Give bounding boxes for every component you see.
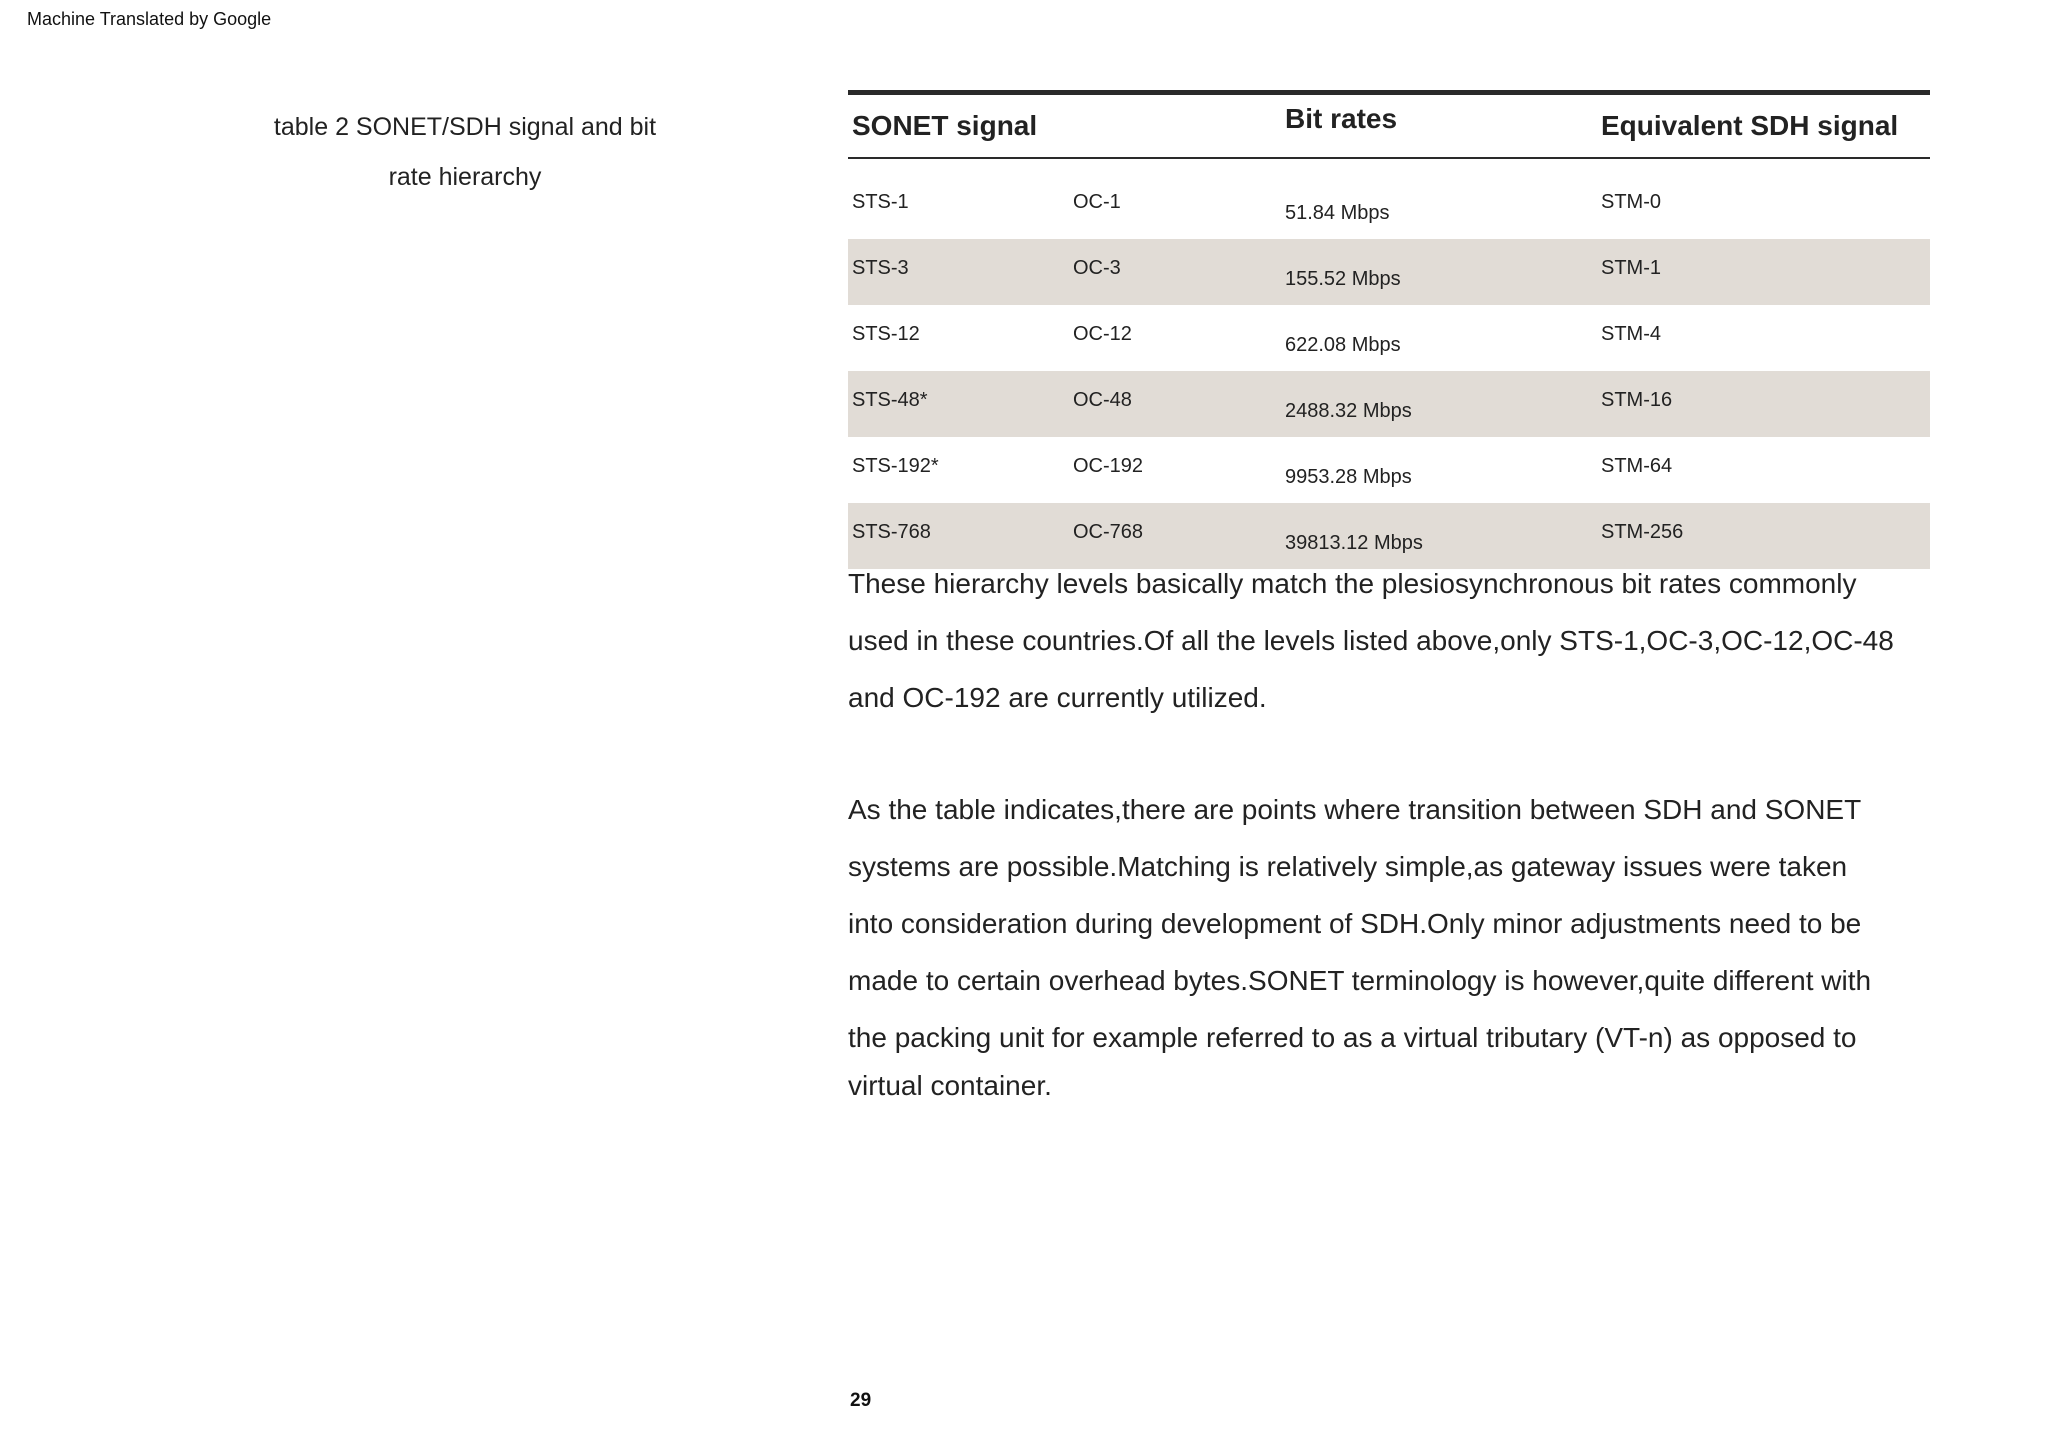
table-row (848, 239, 1930, 305)
cell-oc: OC-192 (1073, 454, 1144, 477)
cell-sts: STS-48* (848, 371, 1069, 437)
paragraph-line: and OC-192 are currently utilized. (848, 682, 1267, 713)
table-row (848, 503, 1930, 569)
paragraph-line: the packing unit for example referred to as a virtual tributary (VT-n) as opposed to (848, 1022, 1857, 1053)
page-number: 29 (850, 1390, 872, 1411)
cell-sts: STS-192* (852, 454, 939, 477)
cell-sts: STS-3 (848, 239, 1069, 305)
cell-stm: STM-4 (1601, 322, 1661, 345)
cell-bit-rate: 51.84 Mbps (1285, 201, 1390, 224)
cell-oc: OC-768 (1069, 503, 1281, 569)
table-caption (240, 102, 690, 202)
table-row (848, 173, 1930, 239)
body-paragraph (848, 568, 1968, 739)
table-header-row (848, 93, 1930, 159)
cell-sts: STS-768 (848, 503, 1069, 569)
cell-stm: STM-64 (1601, 454, 1673, 477)
translation-banner: Machine Translated by Google (27, 9, 272, 29)
cell-bit-rate: 39813.12 Mbps (1281, 503, 1597, 569)
cell-bit-rate: 622.08 Mbps (1285, 333, 1401, 356)
header-sdh-signal: Equivalent SDH signal (1597, 93, 1930, 159)
cell-oc: OC-48 (1069, 371, 1281, 437)
cell-bit-rate: 155.52 Mbps (1281, 239, 1597, 305)
cell-oc: OC-12 (1073, 322, 1132, 345)
paragraph-line: virtual container. (848, 1070, 1052, 1101)
paragraph-line: systems are possible.Matching is relatively simple,as gateway issues were taken (848, 851, 1848, 882)
header-sonet-signal: SONET signal (848, 93, 1281, 159)
table-caption-line: table 2 SONET/SDH signal and bit (273, 113, 657, 141)
header-bit-rates: Bit rates (1281, 93, 1597, 159)
cell-stm: STM-16 (1597, 371, 1930, 437)
paragraph-line: As the table indicates,there are points where transition between SDH and SONET (848, 794, 1862, 825)
cell-bit-rate: 2488.32 Mbps (1281, 371, 1597, 437)
cell-stm: STM-256 (1597, 503, 1930, 569)
cell-bit-rate: 9953.28 Mbps (1285, 465, 1412, 488)
cell-sts: STS-12 (852, 322, 920, 345)
cell-oc: OC-1 (1073, 190, 1121, 213)
paragraph-line: made to certain overhead bytes.SONET terminology is however,quite different with (848, 965, 1872, 996)
table-row (848, 371, 1930, 437)
cell-stm: STM-1 (1597, 239, 1930, 305)
paragraph-line: used in these countries.Of all the levels listed above,only STS-1,OC-3,OC-12,OC-48 (848, 625, 1894, 656)
body-paragraph (848, 794, 1968, 1127)
cell-sts: STS-1 (852, 190, 909, 213)
table-row (848, 437, 1930, 503)
paragraph-line: into consideration during development of SDH.Only minor adjustments need to be (848, 908, 1862, 939)
cell-oc: OC-3 (1069, 239, 1281, 305)
paragraph-line: These hierarchy levels basically match the plesiosynchronous bit rates commonly (848, 568, 1857, 599)
table-caption-line: rate hierarchy (388, 163, 542, 191)
cell-stm: STM-0 (1601, 190, 1661, 213)
sonet-sdh-table (848, 90, 1930, 569)
table-spacer (848, 158, 1930, 173)
table-row (848, 305, 1930, 371)
